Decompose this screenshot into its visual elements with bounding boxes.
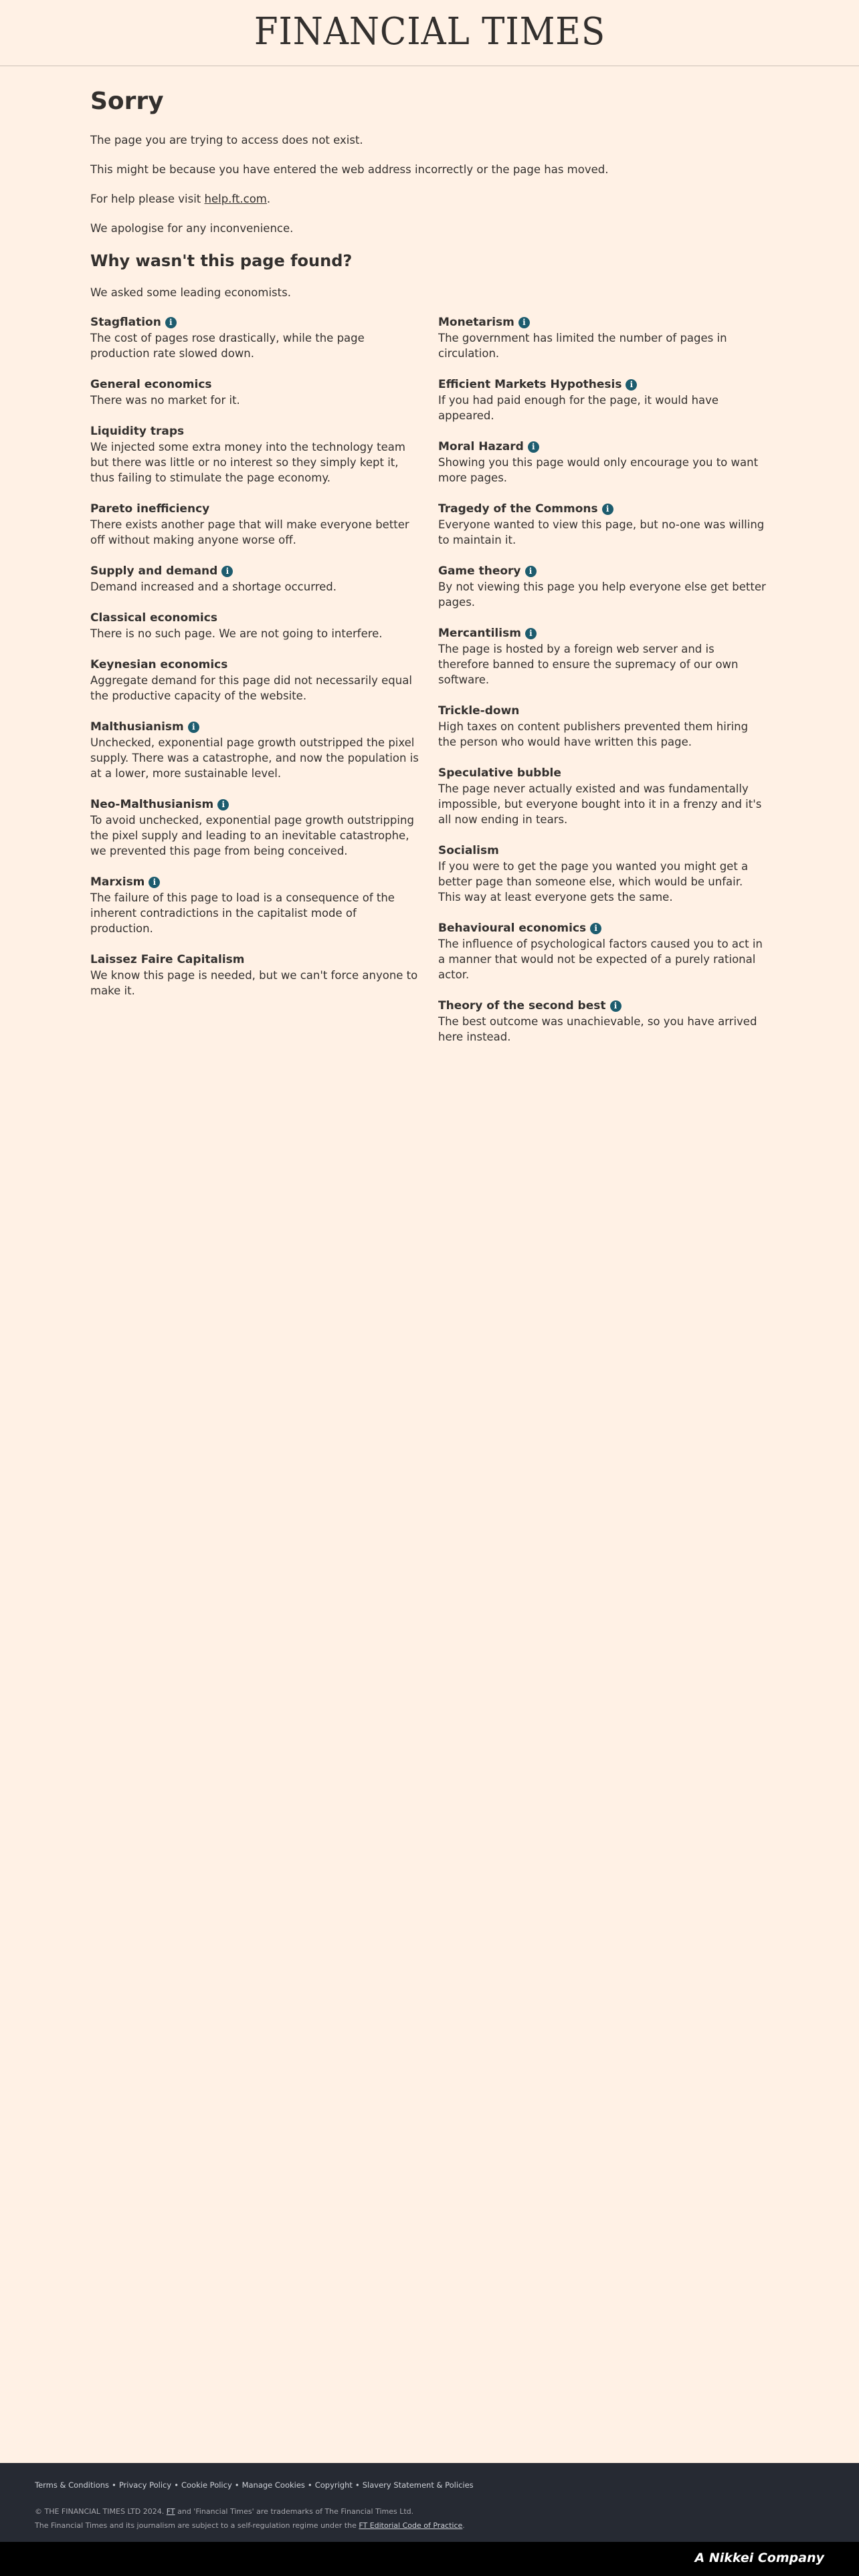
entry-text: The page is hosted by a foreign web server and is therefore banned to ensure the supremacy of our own software. xyxy=(438,643,739,686)
info-icon[interactable]: i xyxy=(525,628,537,639)
footer-link[interactable]: Manage Cookies xyxy=(242,2480,305,2490)
copyright-line xyxy=(35,2504,465,2518)
nikkei-logo[interactable]: A Nikkei Company xyxy=(694,2551,824,2565)
economist-entry xyxy=(438,703,769,750)
economist-entry xyxy=(90,657,421,704)
section-intro: We asked some leading economists. xyxy=(90,286,291,299)
entry-title xyxy=(90,796,421,813)
info-icon[interactable]: i xyxy=(217,799,229,811)
entry-title-text: Mercantilism xyxy=(438,627,521,640)
entry-title-text: Keynesian economics xyxy=(90,658,228,671)
entry-title xyxy=(90,610,421,626)
regulation-line xyxy=(35,2518,465,2533)
entry-title xyxy=(90,423,421,439)
entry-title xyxy=(90,719,421,735)
entry-text: There exists another page that will make everyone better off without making anyone worse off. xyxy=(90,518,409,546)
economist-entry xyxy=(438,625,769,687)
entry-title-text: Efficient Markets Hypothesis xyxy=(438,378,622,391)
entry-title xyxy=(90,657,421,673)
entry-text: There is no such page. We are not going to interfere. xyxy=(90,627,383,640)
footer-link[interactable]: Copyright xyxy=(314,2480,353,2490)
entry-text: The failure of this page to load is a consequence of the inherent contradictions in the capitalist mode of production. xyxy=(90,891,395,935)
entry-title-text: Game theory xyxy=(438,564,521,578)
entry-title xyxy=(438,843,769,859)
economist-entry xyxy=(90,952,421,998)
entry-title-text: Marxism xyxy=(90,875,145,889)
economist-entry xyxy=(90,874,421,936)
economist-entry xyxy=(438,439,769,486)
entry-text: There was no market for it. xyxy=(90,394,240,407)
info-icon[interactable]: i xyxy=(590,923,601,934)
entry-title-text: Laissez Faire Capitalism xyxy=(90,953,245,966)
entry-text: By not viewing this page you help everyone else get better pages. xyxy=(438,580,766,609)
economists-column-left xyxy=(90,314,421,1060)
entry-title xyxy=(90,952,421,968)
economist-entry xyxy=(90,796,421,859)
footer-link[interactable]: Slavery Statement & Policies xyxy=(362,2480,474,2490)
help-link[interactable]: help.ft.com xyxy=(204,193,267,205)
footer-link[interactable]: Cookie Policy xyxy=(181,2480,232,2490)
help-suffix: . xyxy=(266,193,271,205)
entry-text: The page never actually existed and was fundamentally impossible, but everyone bought into it in a frenzy and it's all now ending in tears. xyxy=(438,782,762,826)
entry-title-text: Monetarism xyxy=(438,316,514,329)
entry-title-text: General economics xyxy=(90,378,212,391)
entry-text: Aggregate demand for this page did not necessarily equal the productive capacity of the website. xyxy=(90,674,412,702)
entry-title xyxy=(438,625,769,641)
trademark-text: and 'Financial Times' are trademarks of The Financial Times Ltd. xyxy=(177,2507,414,2516)
entry-title-text: Behavioural economics xyxy=(438,922,587,935)
footer-separator: • xyxy=(355,2480,360,2490)
info-icon[interactable]: i xyxy=(610,1000,622,1012)
entry-text: The best outcome was unachievable, so you have arrived here instead. xyxy=(438,1015,757,1043)
entry-text: We know this page is needed, but we can't force anyone to make it. xyxy=(90,969,418,997)
entry-title xyxy=(90,563,421,579)
copyright-text: © THE FINANCIAL TIMES LTD 2024. xyxy=(35,2507,165,2516)
entry-text: High taxes on content publishers prevented them hiring the person who would have written this page. xyxy=(438,720,749,748)
reason-text: This might be because you have entered the web address incorrectly or the page has moved. xyxy=(90,163,609,176)
footer-copyright xyxy=(35,2504,465,2533)
info-icon[interactable]: i xyxy=(149,877,160,888)
entry-text: If you had paid enough for the page, it would have appeared. xyxy=(438,394,719,422)
footer-link[interactable]: Privacy Policy xyxy=(118,2480,172,2490)
entry-title-text: Speculative bubble xyxy=(438,766,561,780)
section-title: Why wasn't this page found? xyxy=(90,251,353,270)
entry-title xyxy=(438,377,769,393)
footer-separator: • xyxy=(307,2480,312,2490)
entry-title xyxy=(90,501,421,517)
footer-links xyxy=(35,2480,474,2490)
info-icon[interactable]: i xyxy=(518,317,530,328)
entry-title-text: Socialism xyxy=(438,844,499,857)
entry-title xyxy=(438,920,769,936)
help-text xyxy=(90,191,769,207)
apology-text: We apologise for any inconvenience. xyxy=(90,222,294,235)
entry-text: Demand increased and a shortage occurred. xyxy=(90,580,337,593)
entry-title xyxy=(90,874,421,890)
economist-entry xyxy=(438,765,769,827)
footer-link[interactable]: Terms & Conditions xyxy=(35,2480,110,2490)
economists-grid xyxy=(90,314,769,1060)
ft-trademark-link[interactable]: FT xyxy=(166,2507,175,2516)
entry-title-text: Liquidity traps xyxy=(90,425,185,438)
economist-entry xyxy=(90,610,421,641)
economist-entry xyxy=(438,501,769,548)
economist-entry xyxy=(90,719,421,781)
info-icon[interactable]: i xyxy=(602,504,613,515)
footer-separator: • xyxy=(234,2480,240,2490)
entry-title-text: Stagflation xyxy=(90,316,161,329)
help-prefix: For help please visit xyxy=(90,193,205,205)
entry-title xyxy=(90,377,421,393)
entry-text: The influence of psychological factors caused you to act in a manner that would not be expected of a purely rational actor. xyxy=(438,938,763,981)
page-title: Sorry xyxy=(90,88,164,115)
entry-text: Showing you this page would only encourage you to want more pages. xyxy=(438,456,759,484)
info-icon[interactable]: i xyxy=(525,566,537,577)
entry-title xyxy=(438,703,769,719)
economist-entry xyxy=(90,563,421,595)
entry-text: The cost of pages rose drastically, while the page production rate slowed down. xyxy=(90,332,365,360)
entry-title xyxy=(438,439,769,455)
entry-title-text: Classical economics xyxy=(90,611,217,625)
site-header xyxy=(0,0,859,66)
entry-title-text: Neo-Malthusianism xyxy=(90,798,214,811)
site-footer xyxy=(0,2463,859,2542)
footer-separator: • xyxy=(174,2480,179,2490)
regulation-suffix: . xyxy=(462,2521,465,2530)
info-icon[interactable]: i xyxy=(221,566,233,577)
footer-separator: • xyxy=(112,2480,116,2490)
info-icon[interactable]: i xyxy=(188,722,199,733)
entry-title xyxy=(438,314,769,330)
economist-entry xyxy=(438,314,769,361)
entry-title-text: Tragedy of the Commons xyxy=(438,502,598,516)
entry-text: Unchecked, exponential page growth outstripped the pixel supply. There was a catastrophe, and now the population is at a lower, more sustainable level. xyxy=(90,736,419,780)
nikkei-bar xyxy=(0,2542,859,2576)
entry-title-text: Pareto inefficiency xyxy=(90,502,210,516)
editorial-code-link[interactable]: FT Editorial Code of Practice xyxy=(359,2521,463,2530)
entry-title xyxy=(438,501,769,517)
entry-title-text: Moral Hazard xyxy=(438,440,524,453)
economist-entry xyxy=(438,377,769,423)
regulation-text: The Financial Times and its journalism are subject to a self-regulation regime under the xyxy=(35,2521,357,2530)
entry-title xyxy=(438,765,769,781)
entry-title xyxy=(438,563,769,579)
info-icon[interactable]: i xyxy=(528,441,539,453)
entry-title-text: Malthusianism xyxy=(90,720,184,734)
entry-title-text: Trickle-down xyxy=(438,704,520,718)
info-icon[interactable]: i xyxy=(165,317,177,328)
not-exist-text: The page you are trying to access does not exist. xyxy=(90,134,363,146)
entry-title-text: Supply and demand xyxy=(90,564,218,578)
economist-entry xyxy=(90,423,421,486)
entry-title-text: Theory of the second best xyxy=(438,999,606,1012)
economist-entry xyxy=(90,377,421,408)
entry-text: To avoid unchecked, exponential page growth outstripping the pixel supply and leading to an inevitable catastrophe, we prevented this page from being conceived. xyxy=(90,814,414,857)
economist-entry xyxy=(438,843,769,905)
economist-entry xyxy=(90,314,421,361)
entry-title xyxy=(90,314,421,330)
entry-text: Everyone wanted to view this page, but no-one was willing to maintain it. xyxy=(438,518,765,546)
entry-text: The government has limited the number of pages in circulation. xyxy=(438,332,727,360)
entry-text: If you were to get the page you wanted you might get a better page than someone else, which would be unfair. This way at least everyone gets the same. xyxy=(438,860,749,903)
economist-entry xyxy=(438,998,769,1045)
entry-title xyxy=(438,998,769,1014)
economist-entry xyxy=(438,920,769,982)
ft-logo[interactable]: FINANCIAL TIMES xyxy=(254,9,605,53)
main-content xyxy=(90,86,769,1060)
economist-entry xyxy=(90,501,421,548)
info-icon[interactable]: i xyxy=(626,379,637,391)
entry-text: We injected some extra money into the technology team but there was little or no interest so they simply kept it, thus failing to stimulate the page economy. xyxy=(90,441,405,484)
economists-column-right xyxy=(438,314,769,1060)
economist-entry xyxy=(438,563,769,610)
